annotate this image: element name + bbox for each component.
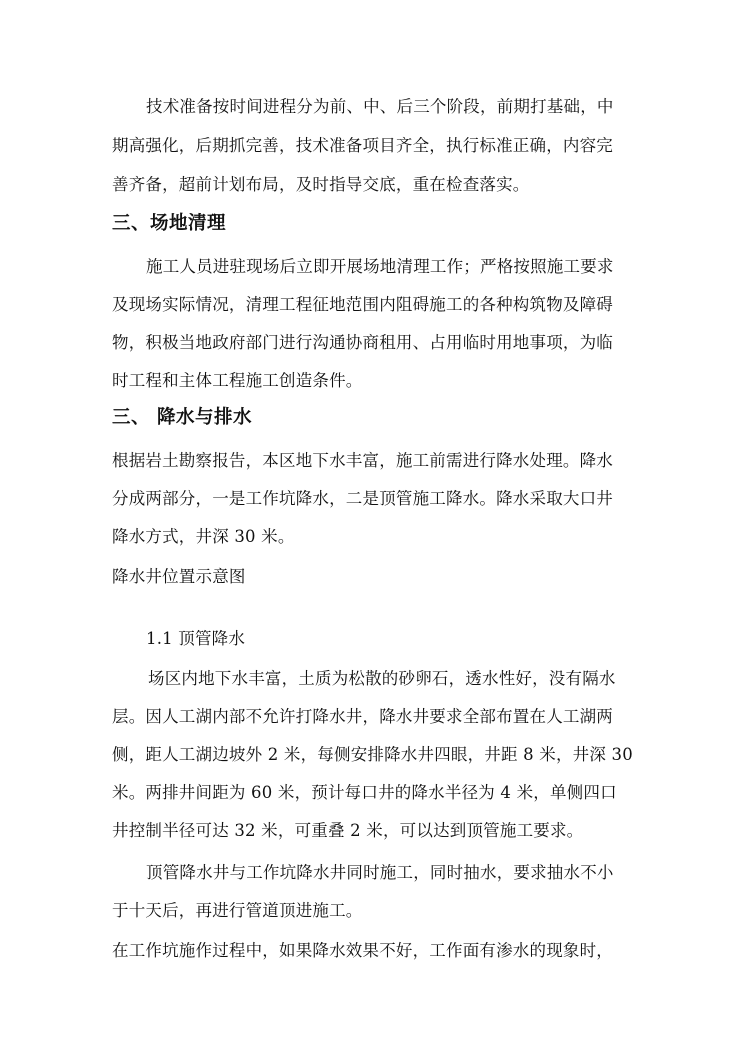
paragraph-line: 施工人员进驻现场后立即开展场地清理工作；严格按照施工要求 (146, 257, 614, 276)
paragraph-line: 技术准备按时间进程分为前、中、后三个阶段，前期打基础，中 (146, 97, 614, 116)
paragraph-line: 善齐备，超前计划布局，及时指导交底，重在检查落实。 (112, 175, 530, 194)
paragraph-line: 降水方式，井深 30 米。 (112, 527, 295, 546)
paragraph-line: 根据岩土勘察报告，本区地下水丰富，施工前需进行降水处理。降水 (112, 451, 613, 470)
paragraph-line: 井控制半径可达 32 米，可重叠 2 米，可以达到顶管施工要求。 (112, 821, 584, 840)
paragraph-line: 侧，距人工湖边坡外 2 米，每侧安排降水井四眼，井距 8 米，井深 30 (112, 745, 633, 764)
paragraph-line: 在工作坑施作过程中，如果降水效果不好，工作面有渗水的现象时， (112, 941, 613, 960)
paragraph-line: 分成两部分，一是工作坑降水，二是顶管施工降水。降水采取大口井 (112, 489, 613, 508)
paragraph-line: 及现场实际情况，清理工程征地范围内阻碍施工的各种构筑物及障碍 (112, 295, 613, 314)
paragraph-line: 场区内地下水丰富，土质为松散的砂卵石，透水性好，没有隔水 (148, 669, 616, 688)
section-heading: 三、 降水与排水 (112, 407, 252, 428)
paragraph-line: 时工程和主体工程施工创造条件。 (112, 371, 363, 390)
section-heading: 三、场地清理 (112, 213, 227, 234)
paragraph-line: 顶管降水井与工作坑降水井同时施工，同时抽水，要求抽水不小 (146, 863, 614, 882)
figure-caption: 降水井位置示意图 (112, 567, 246, 586)
subsection-title: 1.1 顶管降水 (146, 629, 246, 648)
paragraph-line: 期高强化，后期抓完善，技术准备项目齐全，执行标准正确，内容完 (112, 136, 613, 155)
paragraph-line: 层。因人工湖内部不允许打降水井，降水井要求全部布置在人工湖两 (112, 707, 613, 726)
paragraph-line: 物，积极当地政府部门进行沟通协商租用、占用临时用地事项，为临 (112, 333, 613, 352)
paragraph-line: 于十天后，再进行管道顶进施工。 (112, 901, 363, 920)
paragraph-line: 米。两排井间距为 60 米，预计每口井的降水半径为 4 米，单侧四口 (112, 783, 617, 802)
